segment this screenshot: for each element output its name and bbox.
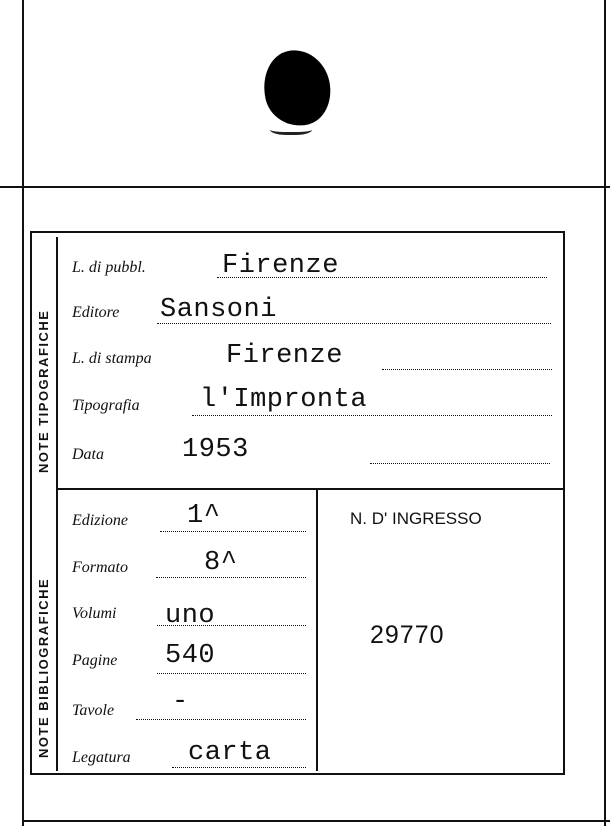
ingresso-divider	[316, 490, 318, 771]
dotted-line	[217, 277, 547, 278]
value-legatura: carta	[188, 738, 272, 768]
label-luogo-stampa: L. di stampa	[72, 350, 152, 367]
label-data: Data	[72, 446, 104, 463]
dotted-line	[156, 577, 306, 578]
value-editore: Sansoni	[160, 295, 277, 325]
catalog-card	[30, 231, 565, 775]
label-tipografia: Tipografia	[72, 397, 140, 414]
value-tipografia: l'Impronta	[200, 385, 368, 415]
dotted-line	[370, 463, 550, 464]
dotted-line	[157, 625, 306, 626]
label-luogo-pubblicazione: L. di pubbl.	[72, 259, 146, 276]
dotted-line	[157, 673, 306, 674]
ingresso-number: 29770	[370, 621, 445, 649]
value-volumi: uno	[165, 601, 216, 631]
punch-hole-shadow	[270, 122, 312, 135]
note-tipografiche-label: NOTE TIPOGRAFICHE	[36, 309, 51, 473]
ingresso-label: N. D' INGRESSO	[350, 509, 482, 528]
section-divider	[56, 488, 565, 490]
value-edizione: 1^	[187, 501, 221, 531]
dotted-line	[136, 719, 306, 720]
value-luogo-stampa: Firenze	[226, 341, 343, 371]
value-formato: 8^	[204, 548, 238, 578]
dotted-line	[382, 369, 552, 370]
label-tavole: Tavole	[72, 702, 115, 719]
punch-hole	[257, 44, 337, 132]
page-right-edge	[604, 0, 606, 826]
value-luogo-pubblicazione: Firenze	[222, 251, 339, 281]
note-bibliografiche-label: NOTE BIBLIOGRAFICHE	[36, 577, 51, 758]
value-tavole: -	[172, 687, 189, 717]
label-editore: Editore	[72, 304, 120, 321]
label-pagine: Pagine	[72, 652, 118, 669]
label-legatura: Legatura	[72, 749, 131, 766]
dotted-line	[160, 531, 306, 532]
value-pagine: 540	[165, 641, 216, 671]
label-strip-divider	[56, 237, 58, 771]
label-volumi: Volumi	[72, 605, 117, 622]
dotted-line	[172, 767, 306, 768]
fold-line	[0, 186, 610, 188]
label-formato: Formato	[72, 559, 128, 576]
dotted-line	[157, 323, 551, 324]
page-bottom-edge	[22, 820, 610, 822]
page-left-edge	[22, 0, 24, 826]
dotted-line	[192, 415, 552, 416]
value-data: 1953	[182, 435, 249, 465]
label-edizione: Edizione	[72, 512, 128, 529]
